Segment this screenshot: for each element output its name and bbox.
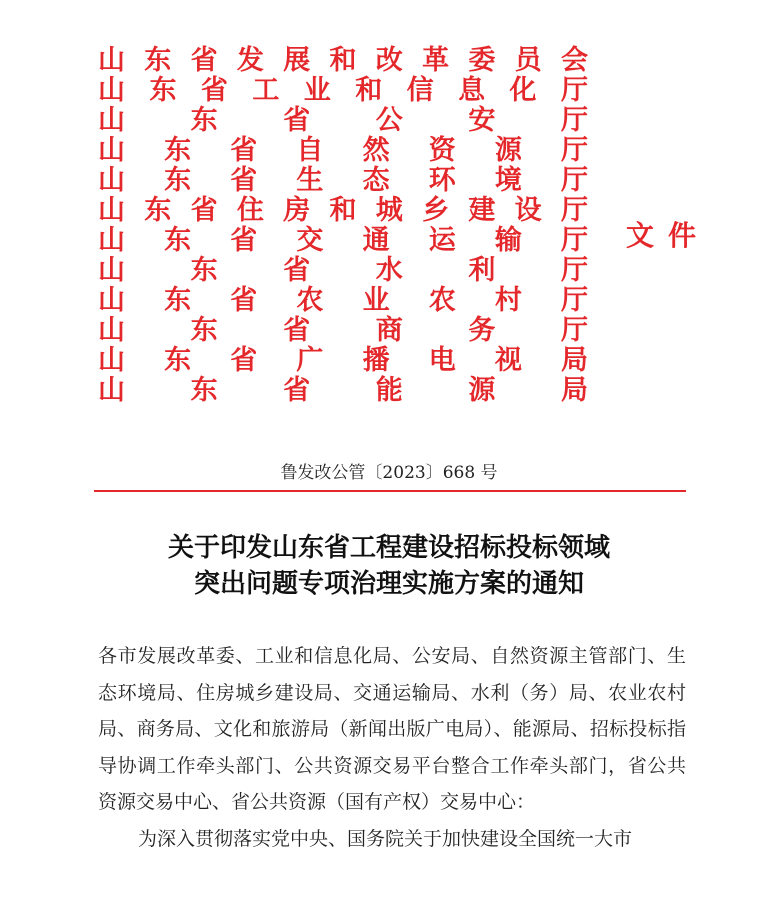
issuer-row [98, 316, 588, 346]
issuer-char: 省 [283, 255, 311, 286]
issuer-char: 水 [375, 255, 403, 286]
issuer-row [98, 376, 588, 406]
issuer-char: 展 [283, 45, 311, 76]
issuer-char: 厅 [560, 195, 588, 226]
issuer-char: 乡 [422, 195, 450, 226]
issuer-char: 态 [362, 165, 390, 196]
issuer-char: 省 [283, 105, 311, 136]
issuer-char: 山 [98, 225, 125, 256]
issuer-row [98, 76, 588, 106]
issuer-char: 厅 [560, 165, 588, 196]
issuer-char: 山 [98, 315, 125, 346]
issuer-row [98, 136, 588, 166]
issuer-char: 山 [98, 135, 125, 166]
issuer-char: 东 [144, 195, 172, 226]
issuer-char: 商 [375, 315, 403, 346]
issuer-row [98, 256, 588, 286]
issuer-char: 东 [164, 345, 192, 376]
issuer-char: 东 [164, 285, 192, 316]
issuer-char: 山 [98, 195, 125, 226]
issuer-row [98, 286, 588, 316]
issuer-char: 厅 [560, 105, 588, 136]
issuer-char: 厅 [560, 135, 588, 166]
issuer-char: 通 [362, 225, 390, 256]
issuer-char: 设 [514, 195, 542, 226]
issuing-agencies [98, 46, 588, 406]
issuer-char: 村 [494, 285, 522, 316]
issuer-char: 源 [468, 375, 496, 406]
issuer-char: 城 [375, 195, 403, 226]
issuer-char: 山 [98, 75, 125, 106]
issuer-char: 省 [230, 165, 258, 196]
issuer-char: 电 [428, 345, 456, 376]
issuer-char: 利 [468, 255, 496, 286]
red-divider-line [94, 490, 686, 492]
document-body [98, 638, 686, 858]
issuer-char: 东 [149, 75, 177, 106]
issuer-char: 东 [190, 315, 218, 346]
issuer-row [98, 226, 588, 256]
issuer-char: 局 [560, 345, 588, 376]
issuer-char: 安 [468, 105, 496, 136]
issuer-char: 会 [560, 45, 588, 76]
issuer-char: 资 [428, 135, 456, 166]
issuer-char: 山 [98, 345, 125, 376]
issuer-char: 运 [428, 225, 456, 256]
issuer-char: 山 [98, 105, 125, 136]
issuer-char: 业 [303, 75, 331, 106]
issuer-char: 员 [514, 45, 542, 76]
body-paragraph: 为深入贯彻落实党中央、国务院关于加快建设全国统一大市 [138, 827, 633, 850]
issuer-row [98, 106, 588, 136]
issuer-char: 东 [190, 255, 218, 286]
issuer-row [98, 346, 588, 376]
issuer-char: 和 [355, 75, 383, 106]
issuer-char: 东 [190, 105, 218, 136]
issuer-row [98, 166, 588, 196]
document-label: 文件 [626, 219, 711, 252]
document-number: 鲁发改公管〔2023〕668 号 [280, 463, 498, 483]
document-title [0, 530, 778, 602]
issuer-char: 自 [296, 135, 324, 166]
issuer-char: 厅 [560, 285, 588, 316]
issuer-char: 业 [362, 285, 390, 316]
issuer-char: 山 [98, 165, 125, 196]
issuer-char: 农 [296, 285, 324, 316]
issuer-char: 建 [468, 195, 496, 226]
issuer-char: 厅 [560, 315, 588, 346]
issuer-char: 和 [329, 195, 357, 226]
issuer-char: 东 [190, 375, 218, 406]
issuer-char: 省 [283, 375, 311, 406]
issuer-char: 化 [509, 75, 537, 106]
recipients-paragraph: 各市发展改革委、工业和信息化局、公安局、自然资源主管部门、生态环境局、住房城乡建设局、交通运输局、水利（务）局、农业农村局、商务局、文化和旅游局（新闻出版广电局）、能源局、招标投标指导协调工作牵头部门、公共资源交易平台整合工作牵头部门，省公共资源交易中心、省公共资源（国有产权）交易中心： [98, 645, 686, 814]
issuer-char: 厅 [560, 255, 588, 286]
issuer-char: 省 [190, 195, 218, 226]
issuer-char: 务 [468, 315, 496, 346]
issuer-char: 住 [236, 195, 264, 226]
issuer-char: 省 [283, 315, 311, 346]
issuer-char: 委 [468, 45, 496, 76]
issuer-char: 境 [494, 165, 522, 196]
issuer-char: 广 [296, 345, 324, 376]
issuer-char: 省 [200, 75, 228, 106]
issuer-char: 息 [458, 75, 486, 106]
issuer-char: 局 [560, 375, 588, 406]
issuer-char: 房 [283, 195, 311, 226]
issuer-char: 信 [406, 75, 434, 106]
issuer-char: 省 [230, 345, 258, 376]
issuer-char: 交 [296, 225, 324, 256]
issuer-char: 环 [428, 165, 456, 196]
issuer-row [98, 46, 588, 76]
issuer-char: 发 [236, 45, 264, 76]
issuer-char: 山 [98, 375, 125, 406]
issuer-char: 省 [230, 225, 258, 256]
issuer-char: 农 [428, 285, 456, 316]
issuer-char: 革 [422, 45, 450, 76]
issuer-char: 播 [362, 345, 390, 376]
issuer-char: 工 [252, 75, 280, 106]
issuer-char: 改 [375, 45, 403, 76]
issuer-char: 山 [98, 45, 125, 76]
issuer-char: 省 [190, 45, 218, 76]
issuer-char: 源 [494, 135, 522, 166]
issuer-char: 和 [329, 45, 357, 76]
issuer-char: 视 [494, 345, 522, 376]
issuer-char: 山 [98, 255, 125, 286]
issuer-char: 省 [230, 135, 258, 166]
issuer-char: 东 [164, 225, 192, 256]
issuer-char: 然 [362, 135, 390, 166]
issuer-char: 省 [230, 285, 258, 316]
issuer-row [98, 196, 588, 226]
title-line-1: 关于印发山东省工程建设招标投标领域 [167, 533, 610, 563]
issuer-char: 厅 [560, 225, 588, 256]
issuer-char: 能 [375, 375, 403, 406]
issuer-char: 公 [375, 105, 403, 136]
issuer-char: 输 [494, 225, 522, 256]
issuer-char: 山 [98, 285, 125, 316]
issuer-char: 东 [164, 165, 192, 196]
title-line-2: 突出问题专项治理实施方案的通知 [193, 569, 584, 599]
issuer-char: 生 [296, 165, 324, 196]
issuer-char: 东 [164, 135, 192, 166]
issuer-char: 东 [144, 45, 172, 76]
issuer-char: 厅 [560, 75, 588, 106]
